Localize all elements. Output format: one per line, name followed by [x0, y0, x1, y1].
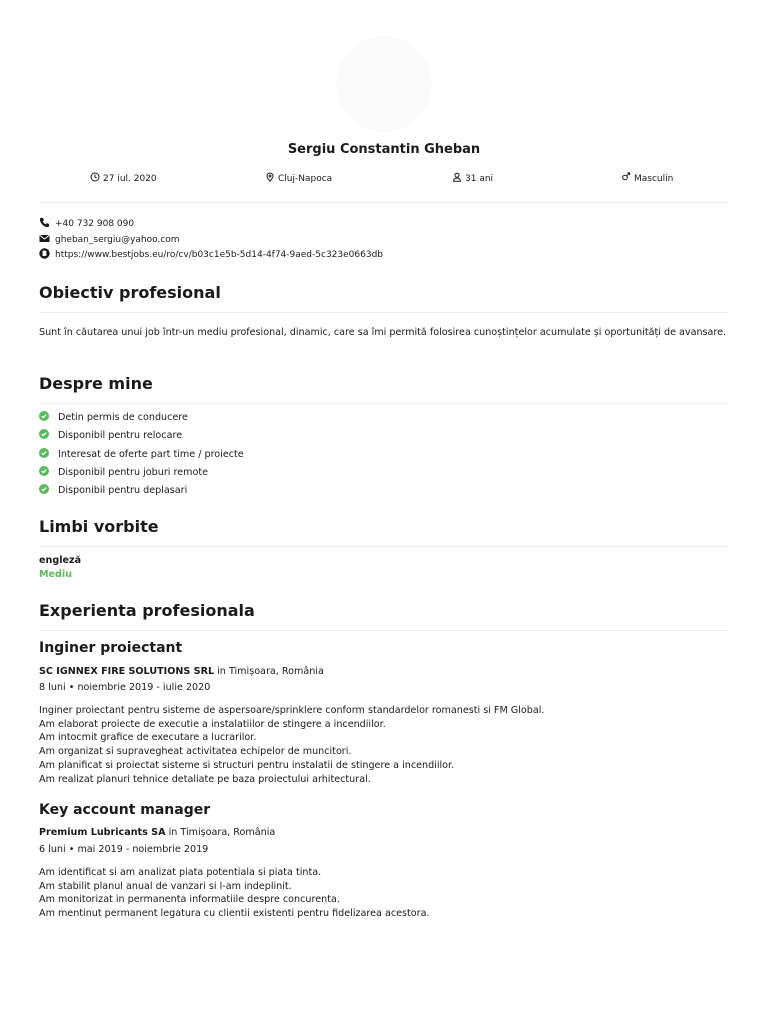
list-item-text: Disponibil pentru joburi remote [58, 467, 209, 478]
list-item [39, 448, 244, 461]
job-role: Inginer proiectant [39, 640, 183, 656]
language-level: Mediu [39, 569, 73, 580]
list-item [39, 466, 208, 479]
list-item-text: Detin permis de conducere [58, 412, 188, 423]
job-company: Premium Lubricants SA [39, 827, 166, 838]
job-period: noiembrie 2019 - iulie 2020 [77, 682, 211, 693]
job-length: 8 luni [39, 682, 66, 693]
phone-icon [39, 217, 50, 231]
list-item-text: Disponibil pentru relocare [58, 430, 183, 441]
about-title: Despre mine [39, 374, 153, 393]
job-description [39, 704, 729, 786]
divider [39, 546, 728, 547]
user-icon [452, 172, 462, 185]
meta-gender-text: Masculin [634, 173, 674, 184]
avatar [336, 36, 432, 132]
profile-name: Sergiu Constantin Gheban [287, 142, 481, 157]
job-description-line: Am mentinut permanent legatura cu clientii existenti pentru fidelizarea acestora. [39, 908, 430, 920]
job-description-line: Am stabilit planul anual de vanzari si l-am indeplinit. [39, 880, 292, 892]
job-duration [39, 682, 210, 693]
job-description-line: Am planificat si proiectat sisteme si structuri pentru instalatii de stingere a incendiilor. [39, 759, 455, 771]
experience-title: Experienta profesionala [39, 601, 255, 620]
job-location: Timișoara, România [180, 827, 276, 838]
dot-separator: • [68, 844, 78, 855]
meta-city-text: Cluj-Napoca [278, 173, 333, 184]
check-circle-icon [39, 448, 49, 461]
job-description [39, 866, 729, 921]
meta-date-text: 27 iul. 2020 [103, 173, 157, 184]
job-period: mai 2019 - noiembrie 2019 [77, 844, 209, 855]
divider [39, 630, 728, 631]
job-length: 6 luni [39, 844, 66, 855]
list-item [39, 429, 182, 442]
contact-url-text: https://www.bestjobs.eu/ro/cv/b03c1e5b-5d14-4f74-9aed-5c323e0663db [55, 250, 383, 260]
contact-phone[interactable] [39, 217, 134, 231]
check-circle-icon [39, 411, 49, 424]
job-location-prefix: in [217, 666, 226, 677]
meta-age [452, 172, 493, 185]
divider [39, 312, 728, 313]
contact-phone-text: +40 732 908 090 [55, 219, 135, 229]
language-name: engleză [39, 555, 82, 566]
objective-title: Obiectiv profesional [39, 283, 221, 302]
job-company-line [39, 666, 324, 677]
envelope-icon [39, 233, 50, 247]
list-item-text: Interesat de oferte part time / proiecte [58, 449, 244, 460]
job-location: Timișoara, România [228, 666, 324, 677]
job-description-line: Inginer proiectant pentru sisteme de aspersoare/sprinklere conform standardelor romanesti si FM Global. [39, 705, 545, 716]
meta-city [265, 172, 332, 185]
job-description-line: Am intocmit grafice de executare a lucrarilor. [39, 732, 257, 744]
languages-title: Limbi vorbite [39, 517, 159, 536]
job-location-prefix: in [168, 827, 178, 838]
meta-date [90, 172, 157, 185]
gender-icon [621, 172, 631, 185]
clock-icon [90, 172, 100, 185]
check-circle-icon [39, 484, 49, 497]
objective-text: Sunt în căutarea unui job într-un mediu profesional, dinamic, care sa îmi permită folosirea cunoștințelor acumulate și oportunități de avansare. [39, 327, 727, 338]
contact-email[interactable] [39, 233, 180, 247]
job-description-line: Am monitorizat in permanenta informatiile despre concurenta. [39, 894, 340, 906]
list-item [39, 484, 187, 497]
job-company: SC IGNNEX FIRE SOLUTIONS SRL [39, 666, 215, 677]
check-circle-icon [39, 429, 49, 442]
list-item-text: Disponibil pentru deplasari [58, 485, 188, 496]
job-description-line: Am realizat planuri tehnice detaliate pe baza proiectului arhitectural. [39, 773, 371, 785]
divider [39, 202, 728, 203]
job-company-line [39, 827, 275, 838]
job-description-line: Am identificat si am analizat piata potentiala si piata tinta. [39, 867, 322, 878]
divider [39, 403, 728, 404]
bestjobs-logo-icon [39, 248, 50, 262]
job-description-line: Am organizat si supravegheat activitatea echipelor de muncitori. [39, 746, 352, 758]
meta-gender [621, 172, 673, 185]
contact-url[interactable] [39, 248, 383, 262]
list-item [39, 411, 188, 424]
job-duration [39, 844, 208, 855]
check-circle-icon [39, 466, 49, 479]
location-pin-icon [265, 172, 275, 185]
dot-separator: • [68, 682, 78, 693]
contact-email-text: gheban_sergiu@yahoo.com [55, 235, 180, 245]
meta-age-text: 31 ani [465, 173, 494, 184]
job-role: Key account manager [39, 802, 211, 818]
job-description-line: Am elaborat proiecte de executie a instalatiilor de stingere a incendiilor. [39, 718, 386, 730]
